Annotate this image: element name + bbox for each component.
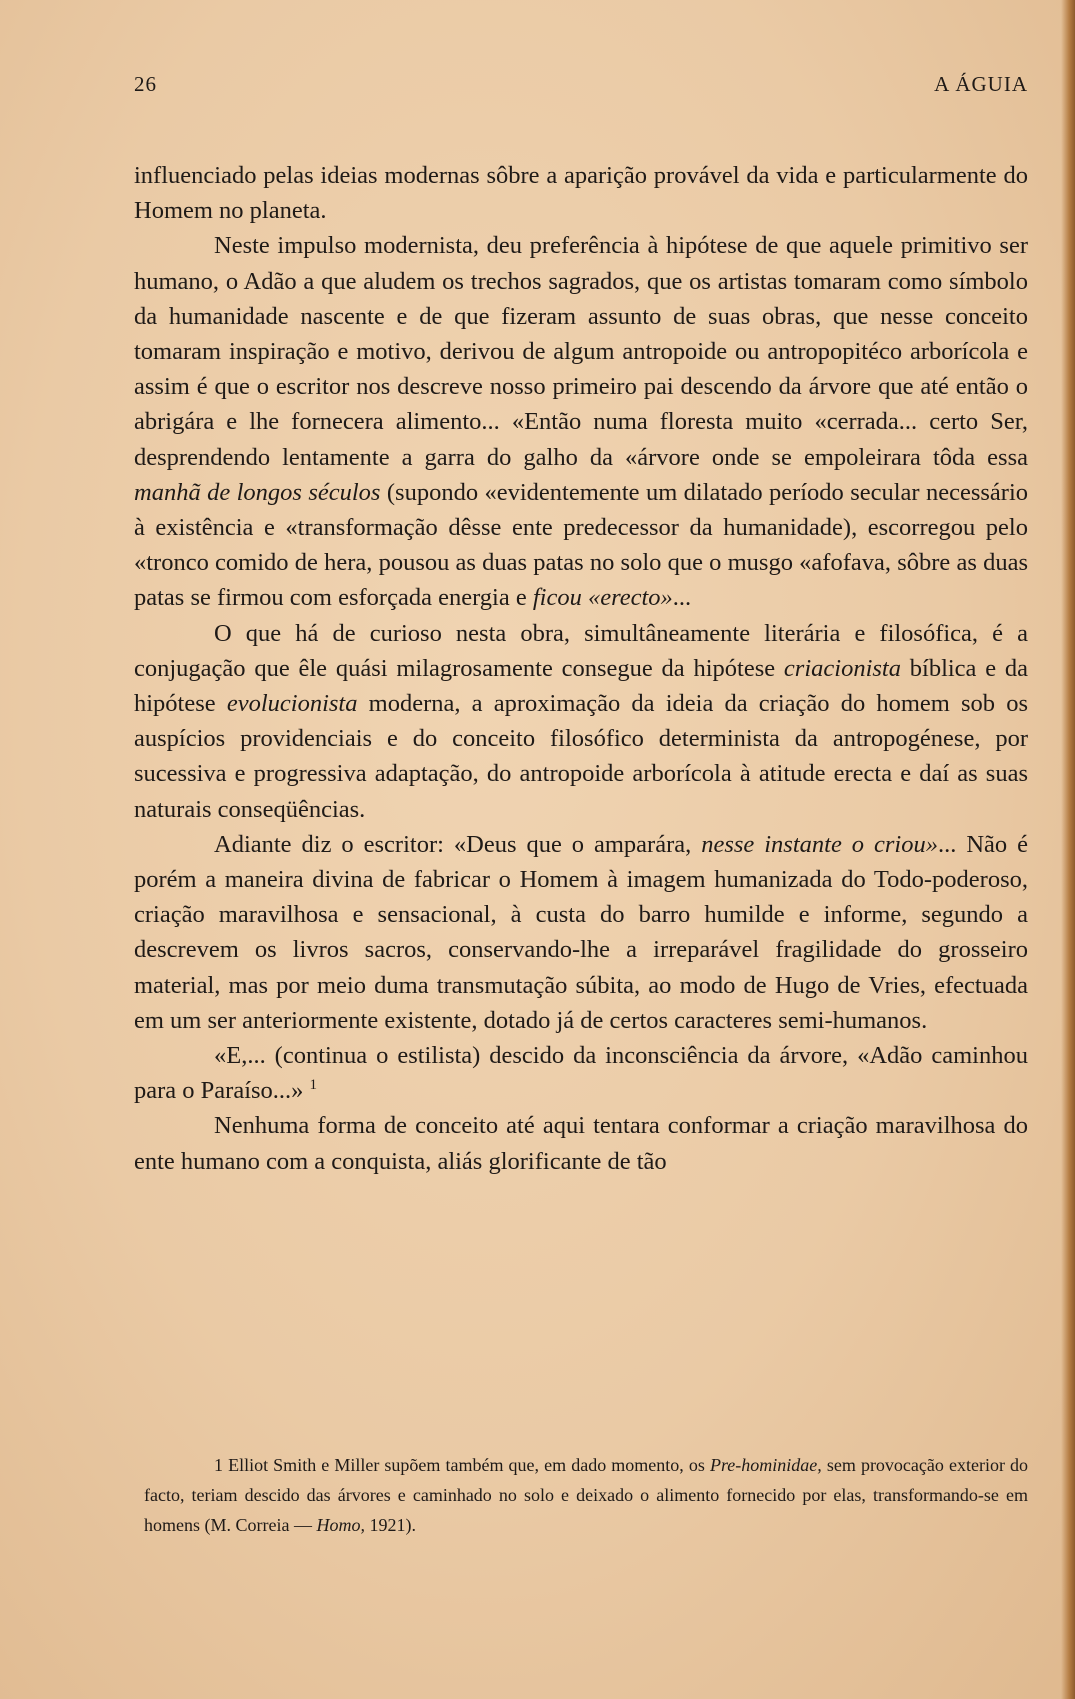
paragraph-3-text-b: bíblica e da hipótese [134, 654, 1029, 718]
paragraph-1-text: influenciado pelas ideias modernas sôbre a aparição provável da vida e particularmente do Homem no planeta. [134, 162, 1028, 225]
paragraph-4 [134, 827, 1028, 1038]
paragraph-3 [134, 616, 1028, 827]
paragraph-4-text-b: ... Não é porém a maneira divina de fabricar o Homem à imagem humanizada do Todo-poderoso, criação maravilhosa e sensacional, à custa do barro humilde e informe, segundo a descrevem os livros sacros, conservando-lhe a irreparável fragilidade do grosseiro material, mas por meio duma transmutação súbita, ao modo de Hugo de Vries, efectuada em um ser anteriormente existente, dotado já de certos caracteres semi-humanos. [134, 830, 1028, 1034]
page-number: 26 [134, 72, 157, 96]
footnote-marker: 1 [214, 1455, 223, 1475]
footnote-italic-b: Homo, [316, 1515, 365, 1535]
paragraph-5-text: «E,... (continua o estilista) descido da inconsciência da árvore, «Adão caminhou para o Paraíso...» [134, 1042, 1028, 1105]
paragraph-3-text-c: moderna, a aproximação da ideia da criação do homem sob os auspícios providenciais e do conceito filosófico determinista da antropogénese, por sucessiva e progressiva adaptação, do antropoide arborícola à atitude erecta e daí as suas naturais conseqüências. [134, 690, 1029, 823]
journal-title: A ÁGUIA [934, 72, 1028, 96]
paragraph-5 [134, 1038, 1028, 1108]
paragraph-6-text: Nenhuma forma de conceito até aqui tentara conformar a criação maravilhosa do ente humano com a conquista, aliás glorificante de tão [134, 1112, 1028, 1175]
paragraph-6 [134, 1108, 1028, 1178]
article-body [134, 158, 1028, 1179]
paragraph-2 [134, 228, 1028, 615]
footnote-paragraph [144, 1450, 1028, 1540]
paragraph-2-ellipsis: ... [672, 584, 692, 612]
paragraph-2-text-b: (supondo «evidentemente um dilatado período secular necessário à existência e «transformação dêsse ente predecessor da humanidade), escorregou pelo «tronco comido de hera, pousou as duas patas no solo que o musgo «afofava, sôbre as duas patas se firmou com esforçada energia e [134, 478, 1028, 612]
paragraph-3-italic-b: evolucionista [226, 690, 358, 718]
footnote-text-c: 1921). [369, 1515, 416, 1535]
paragraph-3-italic-a: criacionista [783, 654, 901, 682]
paragraph-2-text-a: Neste impulso modernista, deu preferência à hipótese de que aquele primitivo ser humano, o Adão a que aludem os trechos sagrados, que os artistas tomaram como símbolo da humanidade nascente e de que fizeram assunto de suas obras, que nesse conceito tomaram inspiração e motivo, derivou de algum antropoide ou antropopitéco arborícola e assim é que o escritor nos descreve nosso primeiro pai descendo da árvore que até então o abrigára e lhe fornecera alimento... «Então numa floresta muito «cerrada... certo Ser, desprendendo lentamente a garra do galho da «árvore onde se empoleirara tôda essa [134, 232, 1028, 471]
paragraph-2-italic-a: manhã de longos séculos [134, 478, 381, 506]
footnote-italic-a: Pre-hominidae, [709, 1455, 822, 1475]
footnote-reference[interactable]: 1 [309, 1077, 318, 1094]
running-head [134, 72, 1028, 112]
footnote-text-a: Elliot Smith e Miller supõem também que, em dado momento, os [228, 1455, 705, 1475]
paragraph-4-text-a: Adiante diz o escritor: «Deus que o amparára, [214, 830, 692, 858]
page-edge-shadow [1061, 0, 1075, 1699]
paragraph-2-italic-b: ficou «erecto» [532, 584, 673, 612]
paragraph-4-italic: nesse instante o criou» [701, 830, 938, 858]
footnote [144, 1450, 1028, 1540]
paragraph-1 [134, 158, 1028, 228]
paragraph-3-text-a: O que há de curioso nesta obra, simultâneamente literária e filosófica, é a conjugação que êle quási milagrosamente consegue da hipótese [134, 619, 1028, 682]
footnote-text-b: sem provocação exterior do facto, teriam descido das árvores e caminhado no solo e deixado o alimento fornecido por elas, transformando-se em homens (M. Correia — [144, 1455, 1029, 1535]
